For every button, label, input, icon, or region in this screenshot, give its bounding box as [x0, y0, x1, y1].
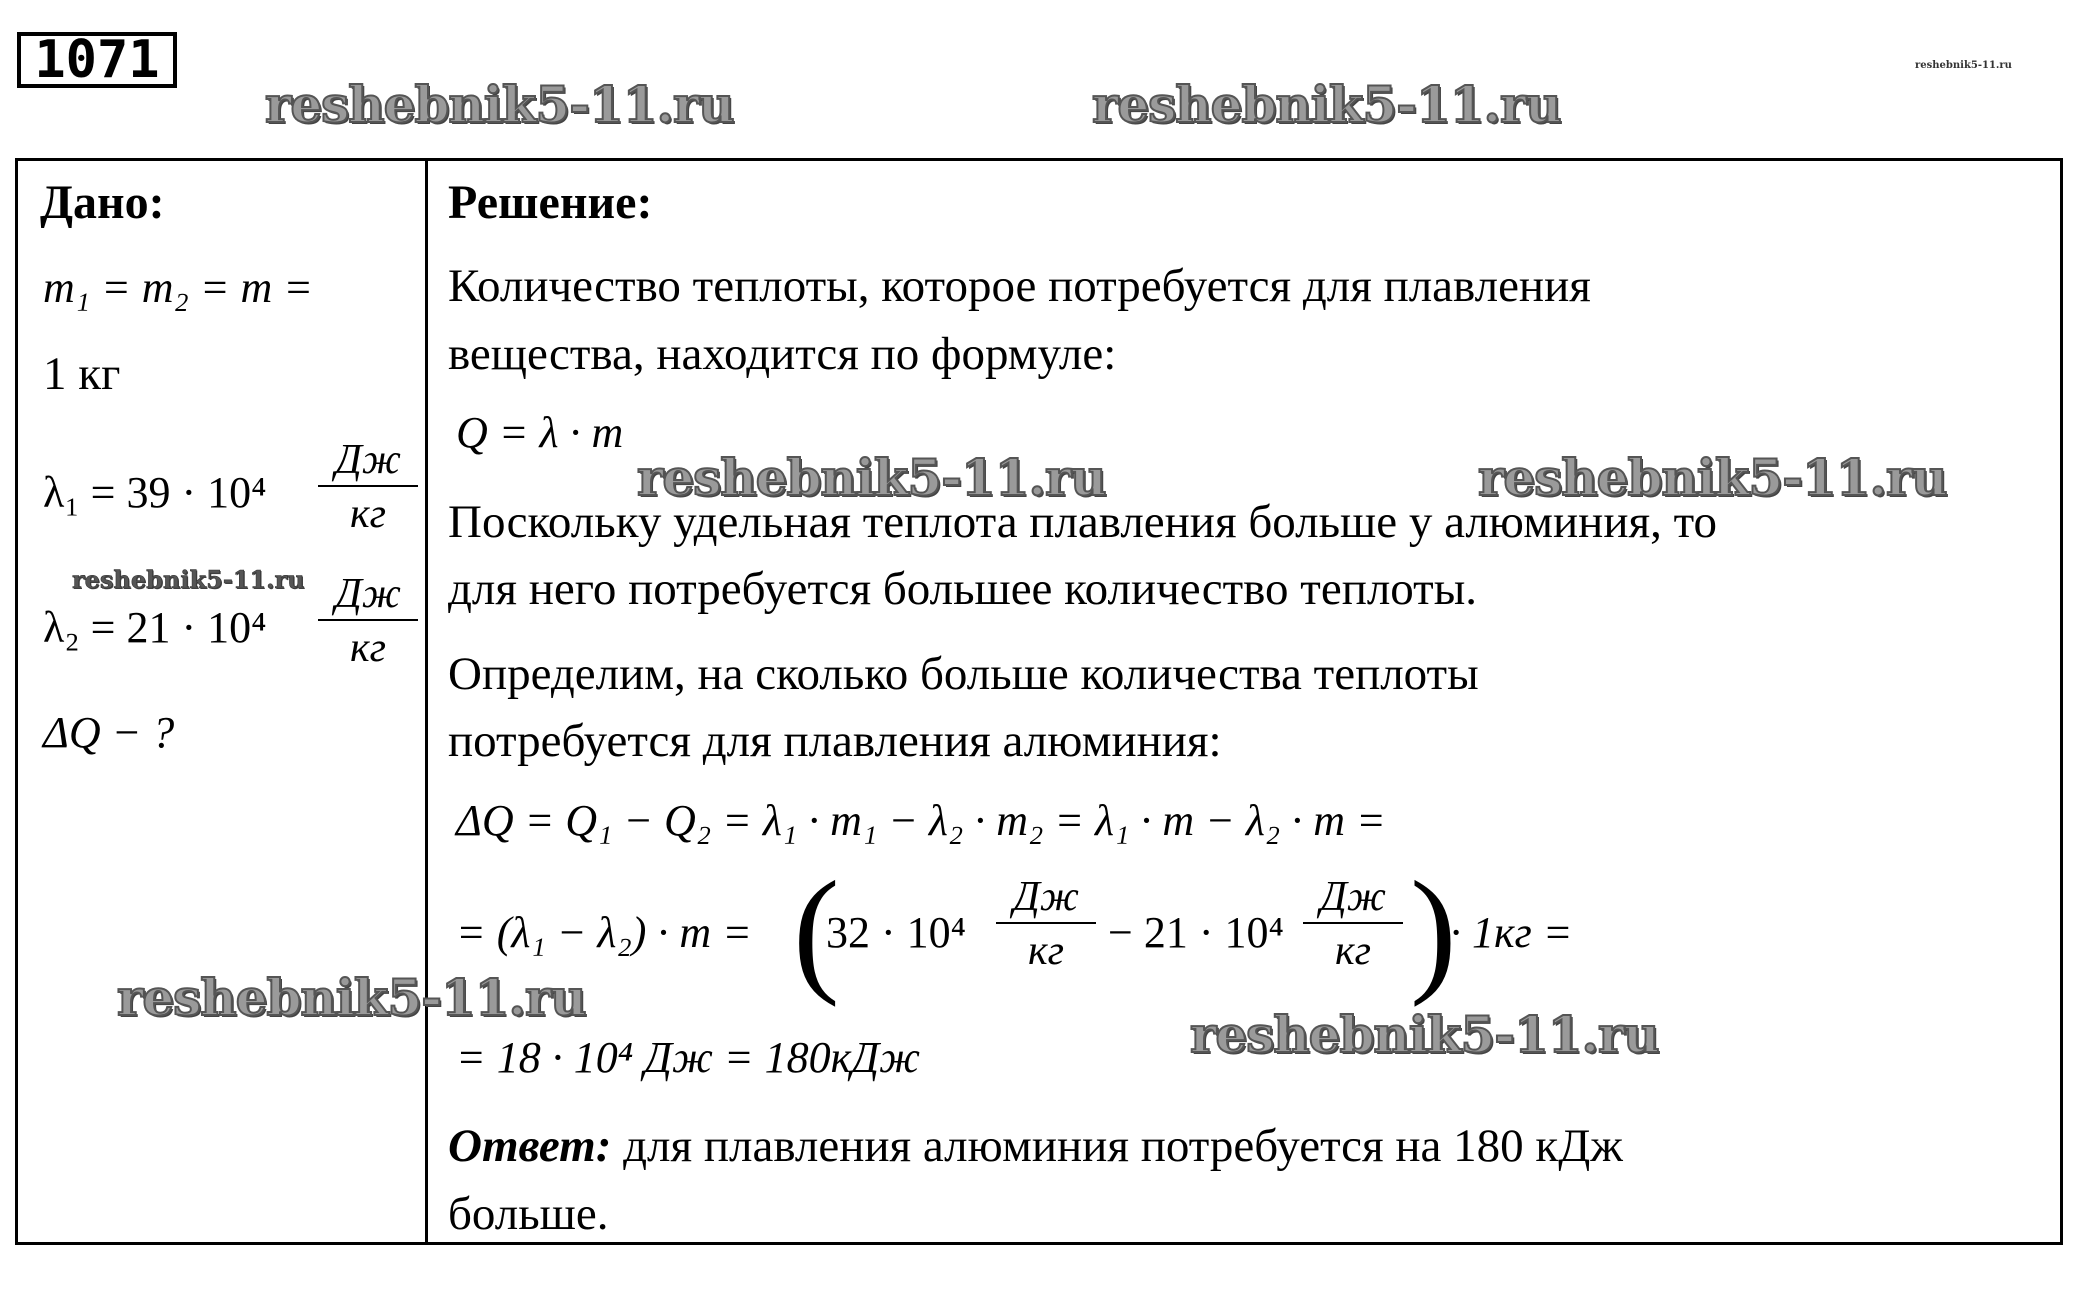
watermark: reshebnik5-11.ru — [1092, 75, 1561, 134]
formula-heat: Q = λ · m — [456, 408, 624, 457]
answer-text: для плавления алюминия потребуется на 180 кДж — [611, 1120, 1623, 1172]
unit-numerator: Дж — [1303, 876, 1403, 924]
given-heading: Дано: — [40, 176, 165, 229]
equation-result: = 18 · 10⁴ Дж = 180кДж — [456, 1033, 921, 1082]
solution-text: Поскольку удельная теплота плавления больше у алюминия, то — [448, 496, 1718, 548]
equation-delta-q: ΔQ = Q₁ − Q₂ = λ₁ · m₁ − λ₂ · m₂ = λ₁ · m − λ₂ · m = — [456, 796, 1386, 845]
watermark: reshebnik5-11.ru — [1190, 1005, 1659, 1064]
given-masses: m₁ = m₂ = m = — [43, 263, 313, 312]
watermark-small: reshebnik5-11.ru — [1915, 60, 2012, 71]
unit-denominator: кг — [1334, 928, 1372, 974]
equation-term1: 32 · 10⁴ — [826, 908, 966, 957]
left-parenthesis: ( — [793, 853, 840, 1008]
given-lambda1: λ₁ = 39 · 10⁴ — [43, 468, 267, 517]
column-divider — [425, 161, 428, 1242]
solution-table — [15, 158, 2063, 1245]
equation-term2-unit — [1303, 876, 1403, 972]
unit-numerator: Дж — [318, 573, 418, 621]
solution-text: вещества, находится по формуле: — [448, 328, 1117, 380]
watermark: reshebnik5-11.ru — [1478, 448, 1947, 507]
given-lambda2: λ₂ = 21 · 10⁴ — [43, 603, 267, 652]
solution-text: Количество теплоты, которое потребуется для плавления — [448, 260, 1591, 312]
given-mass-value: 1 кг — [43, 348, 121, 400]
unit-denominator: кг — [1027, 928, 1065, 974]
unit-denominator: кг — [349, 625, 387, 671]
answer-line — [448, 1120, 1623, 1172]
equation-term1-unit — [996, 876, 1096, 972]
watermark: reshebnik5-11.ru — [117, 968, 586, 1027]
unit-numerator: Дж — [996, 876, 1096, 924]
unit-denominator: кг — [349, 491, 387, 537]
problem-number: 1071 — [17, 32, 177, 88]
solution-heading: Решение: — [448, 176, 653, 229]
answer-label: Ответ: — [448, 1120, 612, 1172]
watermark: reshebnik5-11.ru — [265, 75, 734, 134]
right-parenthesis: ) — [1410, 853, 1457, 1008]
unit-numerator: Дж — [318, 439, 418, 487]
watermark: reshebnik5-11.ru — [637, 448, 1106, 507]
given-find: ΔQ − ? — [43, 708, 175, 757]
equation-substitution-start: = (λ₁ − λ₂) · m = — [456, 908, 752, 957]
answer-text: больше. — [448, 1188, 609, 1240]
solution-text: Определим, на сколько больше количества теплоты — [448, 648, 1479, 700]
given-lambda2-unit — [318, 573, 418, 669]
given-lambda1-unit — [318, 439, 418, 535]
solution-text: для него потребуется большее количество теплоты. — [448, 563, 1478, 615]
watermark-small: reshebnik5-11.ru — [72, 565, 305, 594]
equation-term2: − 21 · 10⁴ — [1108, 908, 1284, 957]
solution-text: потребуется для плавления алюминия: — [448, 715, 1222, 767]
equation-substitution-end: · 1кг = — [1450, 908, 1573, 957]
